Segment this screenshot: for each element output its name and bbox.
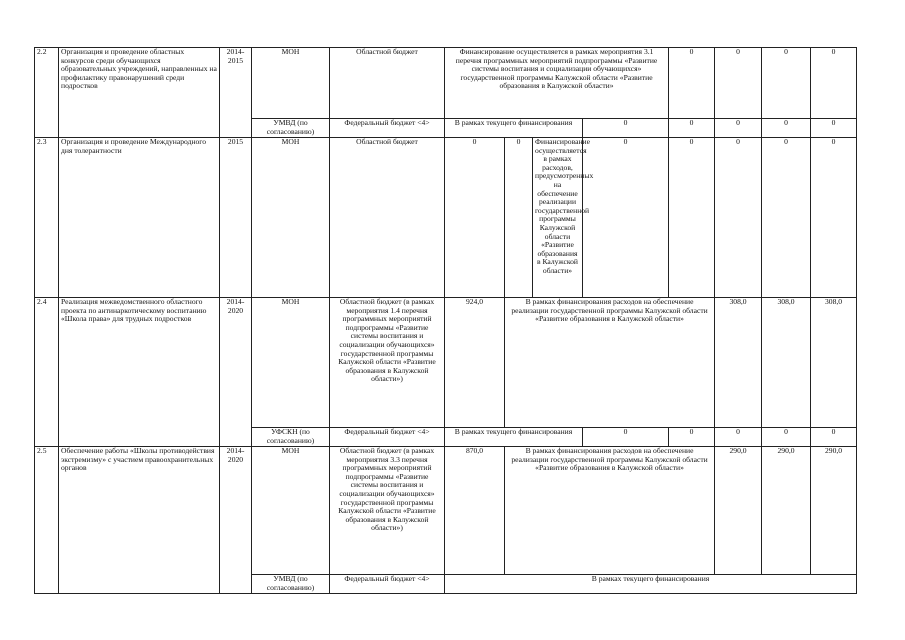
measure-name: Организация и проведение Международного дня толерантности [59, 138, 220, 298]
total-value: 870,0 [445, 447, 505, 575]
value-cell: 0 [762, 119, 811, 138]
value-cell: 0 [505, 138, 533, 298]
value-cell: 290,0 [762, 447, 811, 575]
table-row [35, 298, 857, 428]
value-cell: 0 [669, 428, 715, 447]
years: 2014-2020 [220, 447, 252, 594]
years: 2015 [220, 138, 252, 298]
value-cell: 0 [669, 119, 715, 138]
value-cell: 0 [811, 138, 857, 298]
table-row [35, 447, 857, 575]
row-number: 2.5 [35, 447, 59, 594]
funding-note: В рамках финансирования расходов на обеспечение реализации государственной программы Калужской области «Развитие образования в Калужской области» [505, 298, 715, 428]
funding-note: Финансирование осуществляется в рамках расходов, предусмотренных на обеспечение реализации государственной программы Калужской области «Развитие образования в Калужской области» [533, 138, 583, 298]
funding-note: В рамках текущего финансирования [445, 575, 857, 594]
value-cell: 0 [811, 48, 857, 119]
total-value: 924,0 [445, 298, 505, 428]
value-cell: 0 [811, 428, 857, 447]
funding-source: Областной бюджет (в рамках мероприятия 3.3 перечня программных мероприятий подпрограммы «Развитие системы воспитания и социализации обучающихся» государственной программы Калужской области «Развитие образования в Калужской области») [330, 447, 445, 575]
funding-source: Областной бюджет [330, 48, 445, 119]
value-cell: 0 [811, 119, 857, 138]
executor: УМВД (по согласованию) [252, 575, 330, 594]
executor: МОН [252, 298, 330, 428]
value-cell: 308,0 [715, 298, 762, 428]
executor: УМВД (по согласованию) [252, 119, 330, 138]
value-cell: 0 [715, 428, 762, 447]
value-cell: 0 [583, 428, 669, 447]
value-cell: 0 [583, 138, 669, 298]
value-cell: 308,0 [811, 298, 857, 428]
value-cell: 0 [762, 428, 811, 447]
executor: МОН [252, 447, 330, 575]
measure-name: Обеспечение работы «Школы противодействия экстремизму» с участием правоохранительных органов [59, 447, 220, 594]
measure-name: Организация и проведение областных конкурсов среди обучающихся образовательных учреждений, направленных на профилактику правонарушений среди подростков [59, 48, 220, 138]
value-cell: 0 [669, 48, 715, 119]
executor: МОН [252, 138, 330, 298]
funding-note: В рамках финансирования расходов на обеспечение реализации государственной программы Калужской области «Развитие образования в Калужской области» [505, 447, 715, 575]
total-value: 0 [445, 138, 505, 298]
value-cell: 0 [583, 119, 669, 138]
row-number: 2.3 [35, 138, 59, 298]
years: 2014-2020 [220, 298, 252, 447]
value-cell: 0 [715, 119, 762, 138]
table-row [35, 138, 857, 298]
value-cell: 290,0 [715, 447, 762, 575]
executor: УФСКН (по согласованию) [252, 428, 330, 447]
value-cell: 290,0 [811, 447, 857, 575]
funding-note: В рамках текущего финансирования [445, 428, 583, 447]
table-row [35, 48, 857, 119]
program-measures-table [34, 47, 857, 594]
funding-source: Федеральный бюджет <4> [330, 428, 445, 447]
funding-source: Федеральный бюджет <4> [330, 119, 445, 138]
funding-source: Областной бюджет [330, 138, 445, 298]
funding-note: Финансирование осуществляется в рамках мероприятия 3.1 перечня программных мероприятий подпрограммы «Развитие системы воспитания и социализации обучающихся» государственной программы Калужской области «Развитие образования в Калужской области» [445, 48, 669, 119]
executor: МОН [252, 48, 330, 119]
value-cell: 0 [762, 48, 811, 119]
value-cell: 0 [715, 138, 762, 298]
row-number: 2.4 [35, 298, 59, 447]
value-cell: 0 [715, 48, 762, 119]
funding-source: Областной бюджет (в рамках мероприятия 1.4 перечня программных мероприятий подпрограммы «Развитие системы воспитания и социализации обучающихся» государственной программы Калужской области «Развитие образования в Калужской области») [330, 298, 445, 428]
row-number: 2.2 [35, 48, 59, 138]
value-cell: 0 [762, 138, 811, 298]
funding-note: В рамках текущего финансирования [445, 119, 583, 138]
years: 2014-2015 [220, 48, 252, 138]
measure-name: Реализация межведомственного областного проекта по антинаркотическому воспитанию «Школа права» для трудных подростков [59, 298, 220, 447]
funding-source: Федеральный бюджет <4> [330, 575, 445, 594]
value-cell: 0 [669, 138, 715, 298]
value-cell: 308,0 [762, 298, 811, 428]
